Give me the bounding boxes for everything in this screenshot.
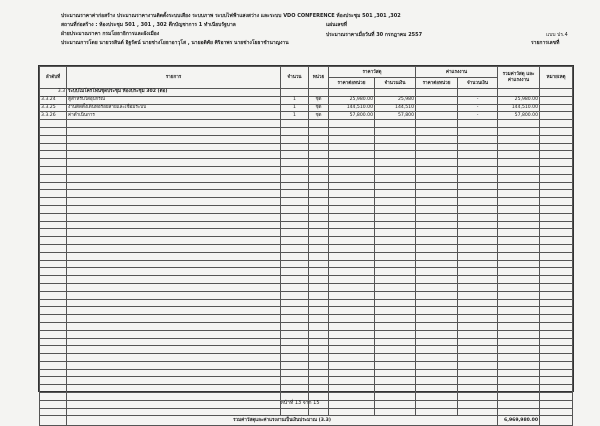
- empty-row: [40, 408, 573, 416]
- cell-desc: ค่าดำเนินการ: [67, 112, 281, 120]
- header-estimators: ประมาณการโดย นายวรสินต์ อิฐรัตน์ นายช่างโยธาอาวุโส , นายอดิศัย ศิริอาพร นายช่างโยธาชำนาญงาน: [61, 40, 289, 46]
- cell-unit: ชุด: [309, 104, 329, 112]
- cell-qty: 1: [281, 112, 309, 120]
- empty-row: [40, 252, 573, 260]
- empty-row: [40, 361, 573, 369]
- empty-row: [40, 307, 573, 315]
- col-labor: ค่าแรงงาน: [416, 67, 498, 78]
- cell-unit: ชุด: [309, 112, 329, 120]
- col-material-unit: ราคาต่อหน่วย: [329, 78, 375, 89]
- cell-qty: 1: [281, 96, 309, 104]
- empty-row: [40, 315, 573, 323]
- cell-no: 3.3.26: [40, 112, 67, 120]
- header-location: สถานที่ก่อสร้าง : ห้องประชุม 501 , 301 , 302 ตึกบัญชาการ 1 ทำเนียบรัฐบาล: [61, 22, 236, 28]
- col-material-total: จำนวนเงิน: [375, 78, 416, 89]
- col-unit: หน่วย: [309, 67, 329, 89]
- table-row: [40, 96, 573, 104]
- header-department: ฝ่ายประมาณราคา กรมโยธาธิการและผังเมือง: [61, 31, 160, 37]
- table-row: [40, 112, 573, 120]
- cell-desc: ตู้สำหรับใส่อุปกรณ์: [67, 96, 281, 104]
- empty-row: [40, 143, 573, 151]
- total-value: 6,969,980.00: [498, 416, 540, 426]
- empty-row: [40, 385, 573, 393]
- empty-row: [40, 322, 573, 330]
- cell-desc: งานติดตั้งเดินท่อร้อยสายและเชื่อมระบบ: [67, 104, 281, 112]
- cell-sum: 57,800.00: [498, 112, 540, 120]
- cell-lab-unit: [416, 96, 458, 104]
- cell-unit: ชุด: [309, 96, 329, 104]
- empty-row: [40, 369, 573, 377]
- cell-lab-total: -: [458, 112, 498, 120]
- section-title: ระบบไมโครโฟนชุดประชุม ห้องประชุม 302 (ต่อ): [67, 89, 281, 97]
- table-row: [40, 104, 573, 112]
- empty-row: [40, 182, 573, 190]
- total-row: [40, 416, 573, 426]
- estimate-date: ประมาณราคาเมื่อวันที่ 30 กรกฎาคม 2557: [326, 32, 423, 38]
- cell-mat-unit: 57,800.00: [329, 112, 375, 120]
- sheet-number-label: แผ่นเลขที่: [326, 22, 348, 28]
- header-title: ประมาณราคาค่าก่อสร้าง ประมาณราคางานติดตั้งระบบเสียง ระบบภาพ ระบบไฟฟ้าแสงสว่าง และระบบ VDO CONFERENCE ห้องประชุม 501 ,301 ,302: [61, 13, 401, 19]
- empty-row: [40, 135, 573, 143]
- col-qty: จำนวน: [281, 67, 309, 89]
- empty-row: [40, 205, 573, 213]
- empty-row: [40, 213, 573, 221]
- cell-sum: 144,510.00: [498, 104, 540, 112]
- cell-mat-unit: 144,510.00: [329, 104, 375, 112]
- cell-mat-total: 144,510: [375, 104, 416, 112]
- empty-row: [40, 268, 573, 276]
- cell-lab-total: -: [458, 104, 498, 112]
- document-number-label: รายการเลขที่: [531, 40, 560, 46]
- empty-row: [40, 120, 573, 128]
- empty-row: [40, 338, 573, 346]
- empty-row: [40, 283, 573, 291]
- cell-mat-total: 25,980: [375, 96, 416, 104]
- total-label: รวมค่าวัสดุและค่าแรงงานเป็นเงินประมาณ (3.3): [67, 416, 498, 426]
- col-material: ราคาวัสดุ: [329, 67, 416, 78]
- empty-row: [40, 166, 573, 174]
- cell-sum: 25,980.00: [498, 96, 540, 104]
- cell-mat-unit: 25,980.00: [329, 96, 375, 104]
- cell-lab-total: -: [458, 96, 498, 104]
- empty-row: [40, 299, 573, 307]
- cell-no: 3.3.25: [40, 104, 67, 112]
- cell-qty: 1: [281, 104, 309, 112]
- col-labor-total: จำนวนเงิน: [458, 78, 498, 89]
- empty-row: [40, 221, 573, 229]
- form-code: แบบ ปร.4: [546, 32, 568, 38]
- empty-row: [40, 330, 573, 338]
- empty-row: [40, 198, 573, 206]
- col-note: หมายเหตุ: [540, 67, 573, 89]
- col-seq: ลำดับที่: [40, 67, 67, 89]
- empty-row: [40, 174, 573, 182]
- empty-row: [40, 151, 573, 159]
- empty-row: [40, 354, 573, 362]
- section-number: 3.3: [40, 89, 67, 97]
- cell-lab-unit: [416, 112, 458, 120]
- empty-row: [40, 237, 573, 245]
- table-body: [40, 89, 573, 426]
- col-sum: รวมค่าวัสดุ และค่าแรงงาน: [498, 67, 540, 89]
- section-row: [40, 89, 573, 97]
- page-number: หน้าที่ 13 จาก 15: [280, 400, 320, 406]
- empty-row: [40, 229, 573, 237]
- empty-row: [40, 190, 573, 198]
- empty-row: [40, 260, 573, 268]
- empty-row: [40, 127, 573, 135]
- cell-mat-total: 57,800: [375, 112, 416, 120]
- empty-row: [40, 291, 573, 299]
- empty-row: [40, 159, 573, 167]
- col-labor-unit: ราคาต่อหน่วย: [416, 78, 458, 89]
- empty-row: [40, 276, 573, 284]
- col-items: รายการ: [67, 67, 281, 89]
- empty-row: [40, 346, 573, 354]
- cell-no: 3.3.24: [40, 96, 67, 104]
- empty-row: [40, 244, 573, 252]
- cell-lab-unit: [416, 104, 458, 112]
- empty-row: [40, 377, 573, 385]
